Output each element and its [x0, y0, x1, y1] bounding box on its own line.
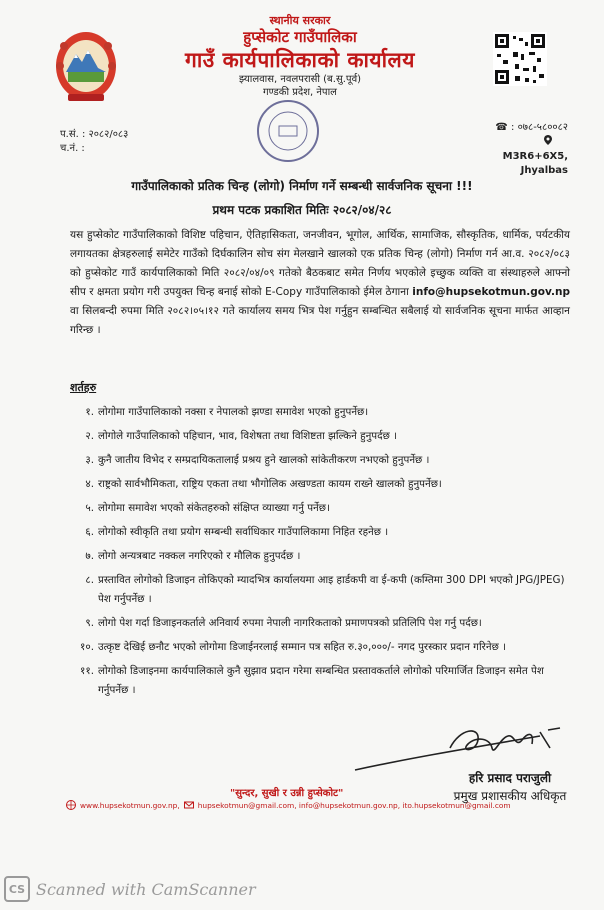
condition-item: [62, 403, 574, 422]
condition-text: लोगो अन्यत्रबाट नक्कल नगरिएको र मौलिक हुनुपर्दछ ।: [98, 550, 301, 562]
condition-item: [62, 547, 574, 566]
notice-body: [70, 226, 570, 340]
conditions-heading: शर्तहरु: [70, 381, 97, 394]
plus-code: M3R6+6X5, Jhyalbas: [502, 151, 568, 176]
signatory-name: हरि प्रसाद पराजुली: [468, 771, 552, 785]
notice-body-text-2: वा सिलबन्दी रुपमा मिति २०८२।०५।१२ गते कार्यालय समय भित्र पेश गर्नुहुन सम्बन्धित सबैलाई यो सार्वजनिक सूचना मार्फत आव्हान गरिन्छ ।: [70, 305, 570, 336]
signature-icon: [350, 718, 580, 778]
condition-number: १०.: [80, 641, 94, 653]
condition-number: ११.: [80, 665, 94, 677]
qr-code-icon: [493, 32, 547, 86]
condition-text: लोगोमा गाउँपालिकाको नक्सा र नेपालको झण्डा समावेश भएको हुनुपर्नेछ।: [98, 406, 369, 418]
mail-icon: [184, 800, 194, 810]
condition-text: कुनै जातीय विभेद र सम्प्रदायिकतालाई प्रश्रय हुने खालको सांकेतीकरण नभएको हुनुपर्नेछ ।: [98, 454, 430, 466]
condition-number: २.: [85, 430, 94, 442]
condition-text: लोगोको स्वीकृति तथा प्रयोग सम्बन्धी सर्वाधिकार गाउँपालिकामा निहित रहनेछ ।: [98, 526, 389, 538]
notice-title: गाउँपालिकाको प्रतिक चिन्ह (लोगो) निर्माण गर्ने सम्बन्धी सार्वजनिक सूचना !!!: [131, 179, 473, 193]
condition-text: लोगोमा समावेश भएको संकेतहरुको संक्षिप्त व्याख्या गर्नु पर्नेछ।: [98, 502, 330, 514]
address-line-1: झ्यालवास, नवलपरासी (ब.सु.पूर्व): [238, 74, 362, 85]
footer-contacts: [66, 800, 576, 810]
condition-item: [62, 523, 574, 542]
condition-item: [62, 571, 574, 609]
municipality-name: हुप्सेकोट गाउँपालिका: [243, 28, 357, 46]
condition-item: [62, 614, 574, 633]
condition-number: ४.: [85, 478, 94, 490]
condition-number: ३.: [85, 454, 94, 466]
office-name: गाउँ कार्यपालिकाको कार्यालय: [185, 48, 415, 72]
dispatch-number: च.नं. :: [60, 143, 85, 154]
condition-item: [62, 475, 574, 494]
condition-text: लोगोको डिजाइनमा कार्यपालिकाले कुनै सुझाव प्रदान गरेमा सम्बन्धित प्रस्तावकर्ताले लोगोको परिमार्जित डिजाइन समेत पेश गर्नुपर्नेछ ।: [98, 665, 544, 696]
condition-text: लोगो पेश गर्दा डिजाइनकर्ताले अनिवार्य रुपमा नेपाली नागरिकताको प्रमाणपत्रको प्रतिलिपि पेश गर्नु पर्दछ।: [98, 617, 482, 629]
condition-item: [62, 427, 574, 446]
condition-text: प्रस्तावित लोगोको डिजाइन तोकिएको म्यादभित्र कार्यालयमा आइ हार्डकपी वा ई-कपी (कम्तिमा 300 DPI भएको JPG/JPEG) पेश गर्नुपर्नेछ ।: [98, 574, 565, 605]
contact-block: [458, 121, 568, 178]
conditions-list: [62, 403, 574, 705]
condition-text: लोगोले गाउँपालिकाको पहिचान, भाव, विशेषता तथा विशिष्टता झल्किने हुनुपर्दछ ।: [98, 430, 397, 442]
condition-number: ७.: [85, 550, 94, 562]
condition-item: [62, 451, 574, 470]
reference-number: प.सं. : २०८२/०८३: [60, 129, 129, 140]
signatory-title: प्रमुख प्रशासकीय अधिकृत: [453, 789, 567, 803]
letterhead: [130, 14, 470, 99]
camscanner-logo-icon: CS: [4, 876, 30, 902]
camscanner-watermark: [4, 876, 256, 902]
email-link[interactable]: info@hupsekotmun.gov.np: [412, 286, 570, 298]
globe-icon: [66, 800, 76, 810]
condition-number: ५.: [85, 502, 94, 514]
location-pin-icon: [458, 135, 568, 150]
reference-block: [60, 128, 128, 156]
slogan: "सुन्दर, सुखी र उन्नी हुप्सेकोट": [230, 788, 344, 799]
nepal-emblem-icon: [54, 28, 118, 106]
footer-website[interactable]: www.hupsekotmun.gov.np,: [80, 800, 180, 810]
condition-text: राष्ट्रको सार्वभौमिकता, राष्ट्रिय एकता तथा भौगोलिक अखण्डता कायम राख्ने खालको हुनुपर्नेछ।: [98, 478, 442, 490]
condition-item: [62, 662, 574, 700]
notice-body-text-1: यस हुप्सेकोट गाउँपालिकाको विशिष्ट पहिचान, ऐतिहासिकता, जनजीवन, भूगोल, आर्थिक, सामाजिक, सौस्कृतिक, धार्मिक, पर्यटकीय लगायतका क्षेत्रहरुलाई समेटेर गाउँको दिर्घकालिन सोच संग मेलखाने खालको एक प्रतिक चिन्ह (लोगो) निर्माण गर्न आ.व. २०८२/०८३ को हुप्सेकोट गाउँ कार्यपालिकाको मिति २०८२/०४/०९ गतेको बैठकबाट समेत निर्णय भएकोले इच्छुक व्यक्ति वा संस्थाहरुले आफ्नो सीप र क्षमता प्रयोग गरी उपयुक्त चिन्ह बनाई सोको E-Copy गाउँपालिकाको ईमेल ठेगाना: [70, 229, 570, 298]
condition-number: ९.: [85, 617, 94, 629]
condition-item: [62, 499, 574, 518]
local-government-label: स्थानीय सरकार: [269, 14, 331, 27]
office-stamp-icon: [255, 98, 321, 164]
address-line-2: गण्डकी प्रदेश, नेपाल: [263, 87, 337, 98]
condition-item: [62, 638, 574, 657]
watermark-text: Scanned with CamScanner: [36, 879, 256, 899]
condition-number: ८.: [85, 574, 94, 586]
condition-number: १.: [85, 406, 94, 418]
publication-date: प्रथम पटक प्रकाशित मितिः २०८२/०४/२८: [212, 203, 392, 217]
phone-number: ☎ : ०७८-५८००८२: [495, 122, 568, 133]
footer-emails[interactable]: hupsekotmun@gmail.com, info@hupsekotmun.gov.np, ito.hupsekotmun@gmail.com: [197, 800, 511, 810]
condition-number: ६.: [85, 526, 94, 538]
condition-text: उत्कृष्ट देखिई छनौट भएको लोगोमा डिजाईनरलाई सम्मान पत्र सहित रु.३०,०००/- नगद पुरस्कार प्रदान गरिनेछ ।: [98, 641, 506, 653]
